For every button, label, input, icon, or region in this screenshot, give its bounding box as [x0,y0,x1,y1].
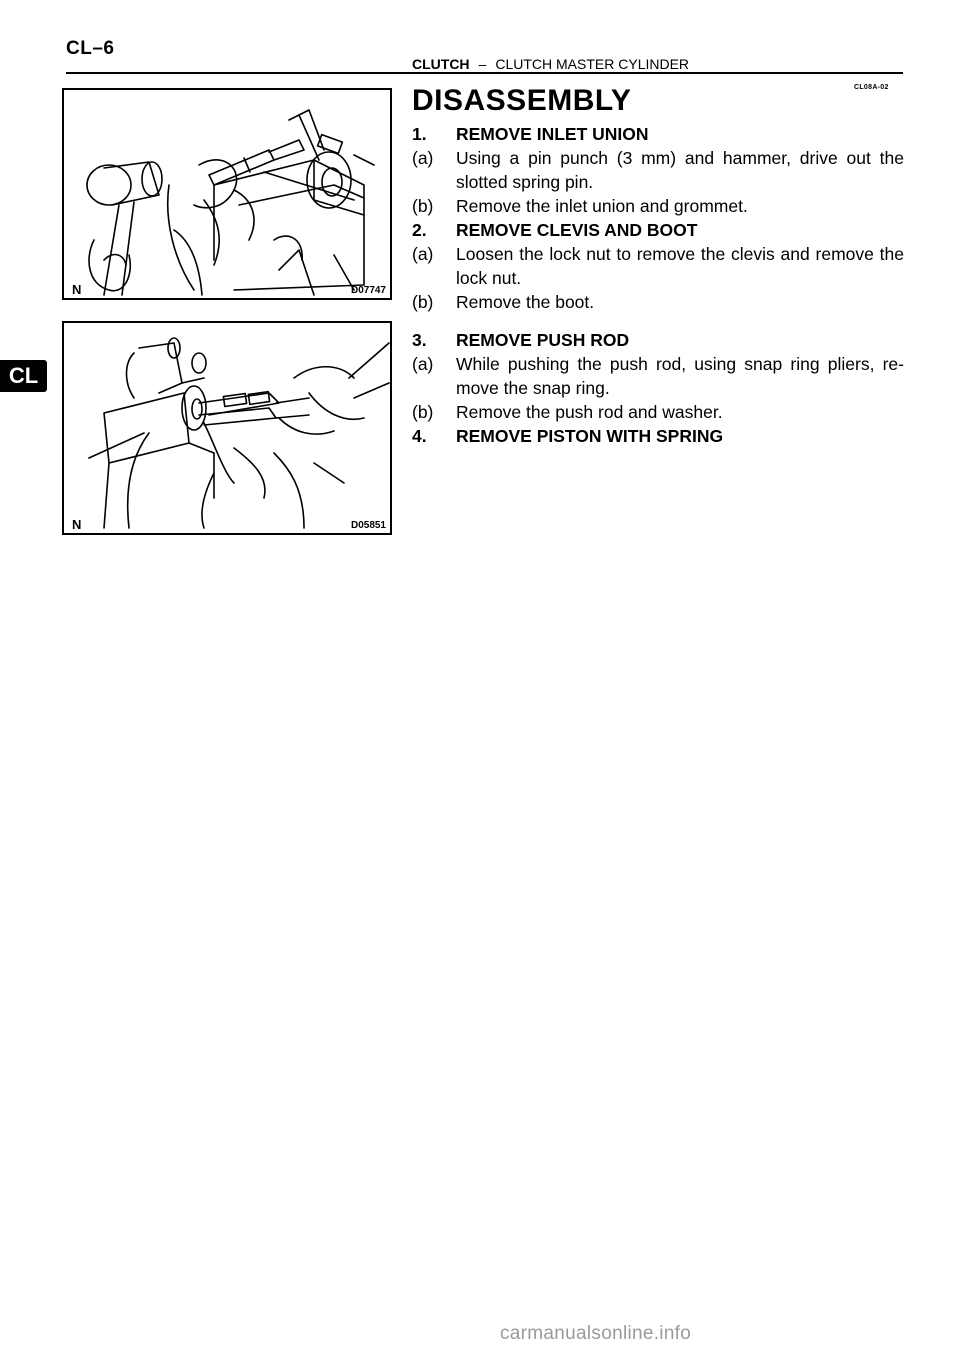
section-gap [412,314,904,328]
header-title [412,57,689,71]
figure-n-label: N [72,517,82,532]
step-1 [412,122,904,146]
header-rule [66,72,903,74]
substep-text: Remove the inlet union and grommet. [456,196,748,216]
snap-ring-pliers-illustration [64,323,390,533]
figure-pin-punch [62,88,392,300]
substep-label: (b) [412,196,434,216]
substep-label: (a) [412,148,434,168]
substep-text: Loosen the lock nut to remove the clevis and remove the lock nut. [456,244,904,288]
substep-text: Remove the push rod and washer. [456,402,723,422]
step-number: 3. [412,330,427,350]
step-number: 2. [412,220,427,240]
figure-snap-ring-pliers [62,321,392,535]
section-name: CLUTCH [412,56,470,72]
step-heading: REMOVE PUSH ROD [456,330,630,350]
step-3 [412,328,904,352]
figure-code: D05851 [350,520,386,531]
step-4 [412,424,904,448]
watermark-link[interactable]: carmanualsonline.info [500,1323,692,1344]
substep-text: Using a pin punch (3 mm) and hammer, drive out the slotted spring pin. [456,148,904,192]
procedure-content [412,84,904,448]
substep-text: Remove the boot. [456,292,595,312]
substep-2a [412,242,904,290]
substep-label: (a) [412,354,434,374]
side-tab[interactable]: CL [0,360,47,392]
page-code: CL–6 [66,38,115,59]
step-2 [412,218,904,242]
hammer-punch-illustration [64,90,390,298]
substep-label: (a) [412,244,434,264]
section-title: DISASSEMBLY [412,84,632,117]
substep-text: While pushing the push rod, using snap ring pliers, re- move the snap ring. [456,354,904,398]
step-heading: REMOVE CLEVIS AND BOOT [456,220,698,240]
doc-code: CL08A-02 [854,84,889,91]
substep-label: (b) [412,292,434,312]
substep-1b [412,194,904,218]
step-number: 4. [412,426,427,446]
figure-n-label: N [72,282,82,297]
step-number: 1. [412,124,427,144]
substep-3a [412,352,904,400]
substep-3b [412,400,904,424]
step-heading: REMOVE PISTON WITH SPRING [456,426,724,446]
substep-2b [412,290,904,314]
substep-label: (b) [412,402,434,422]
substep-1a [412,146,904,194]
figure-code: D07747 [350,285,386,296]
subsection-name: CLUTCH MASTER CYLINDER [495,56,690,72]
header-separator: – [478,56,487,72]
step-heading: REMOVE INLET UNION [456,124,649,144]
